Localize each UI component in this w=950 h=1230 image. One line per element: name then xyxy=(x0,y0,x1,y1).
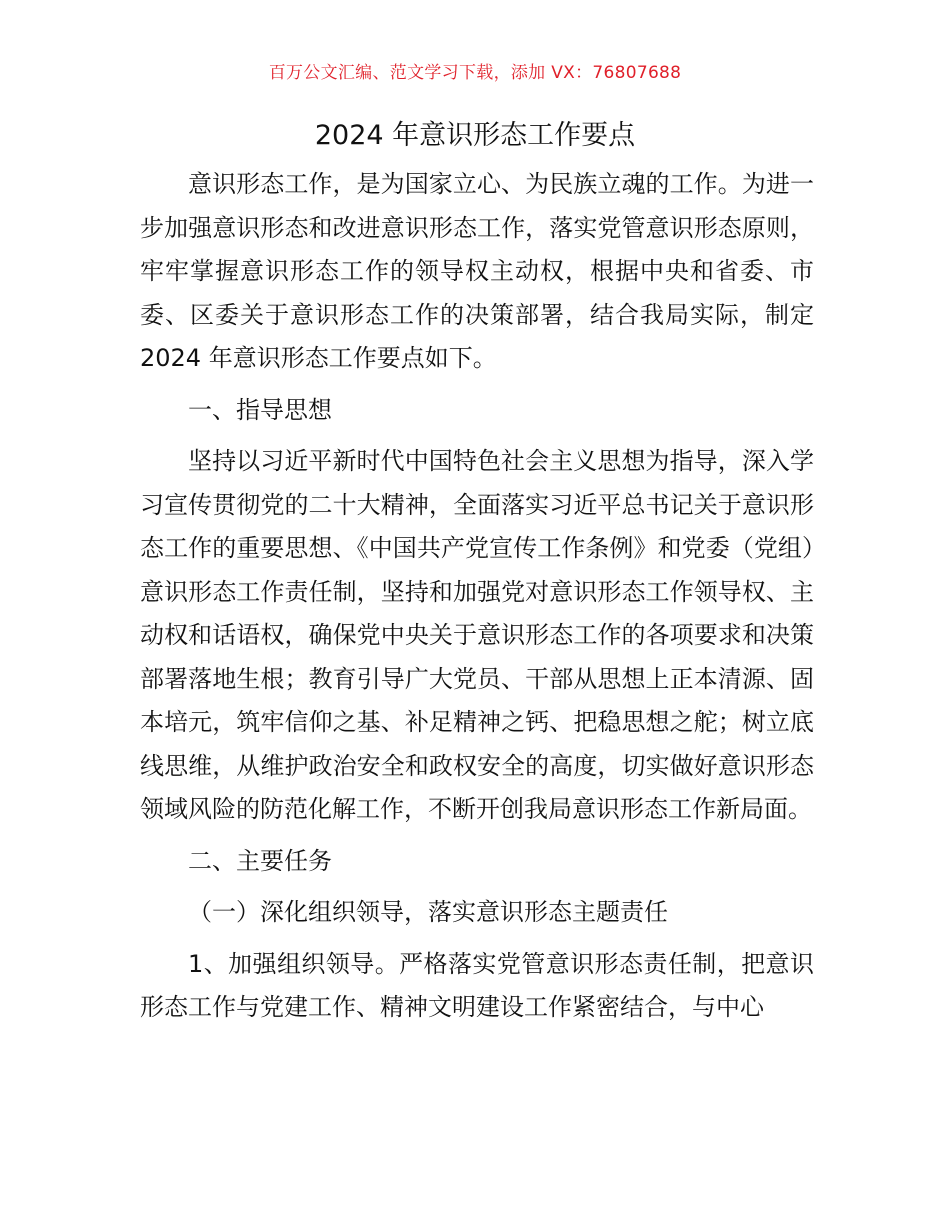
download-notice: 百万公文汇编、范文学习下载，添加 VX：76807688 xyxy=(268,63,682,83)
document-title: 2024 年意识形态工作要点 xyxy=(314,120,636,151)
section-heading-main-tasks: 二、主要任务 xyxy=(188,846,332,875)
guiding-ideology-paragraph: 坚持以习近平新时代中国特色社会主义思想为指导，深入学习宣传贯彻党的二十大精神，全面落实习近平总书记关于意识形态工作的重要思想、《中国共产党宣传工作条例》和党委（党组）意识形态工作责任制，坚持和加强党对意识形态工作领导权、主动权和话语权，确保党中央关于意识形态工作的各项要求和决策部署落地生根；教育引导广大党员、干部从思想上正本清源、固本培元，筑牢信仰之基、补足精神之钙、把稳思想之舵；树立底线思维，从维护政治安全和政权安全的高度，切实做好意识形态领域风险的防范化解工作，不断开创我局意识形态工作新局面。 xyxy=(140,447,814,823)
subsection-heading-organization: （一）深化组织领导，落实意识形态主题责任 xyxy=(188,898,668,926)
intro-paragraph: 意识形态工作，是为国家立心、为民族立魂的工作。为进一步加强意识形态和改进意识形态工作，落实党管意识形态原则，牢牢掌握意识形态工作的领导权主动权，根据中央和省委、市委、区委关于意识形态工作的决策部署，结合我局实际，制定 2024 年意识形态工作要点如下。 xyxy=(140,170,814,372)
document-body xyxy=(140,163,814,1030)
section-heading-guiding-ideology: 一、指导思想 xyxy=(188,395,332,424)
task-paragraph-1: 1、加强组织领导。严格落实党管意识形态责任制，把意识形态工作与党建工作、精神文明建设工作紧密结合，与中心 xyxy=(140,949,814,1021)
